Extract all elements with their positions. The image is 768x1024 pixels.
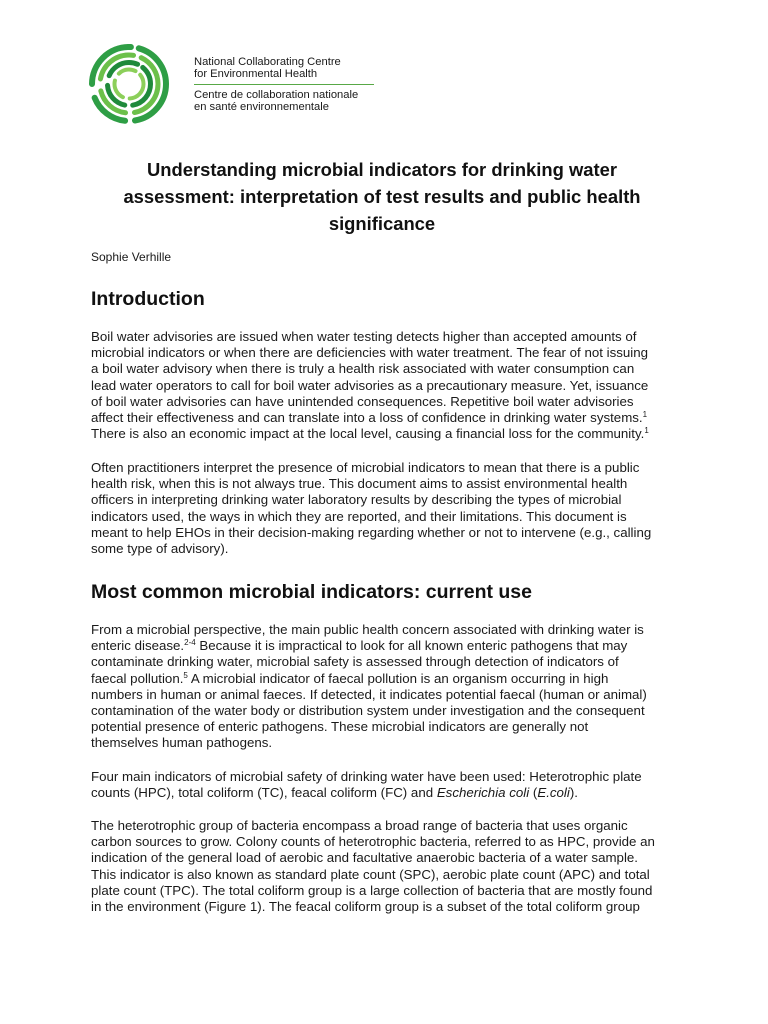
org-name-en-2: for Environmental Health (194, 68, 318, 80)
text-line: themselves human pathogens. (91, 735, 273, 751)
text-line (91, 638, 681, 654)
text-line (91, 671, 681, 687)
text-line: numbers in human or animal faeces. If detected, it indicates potential faecal (human or animal) (91, 686, 647, 702)
italic-species-name: Escherichia coli (436, 785, 530, 801)
footnote-ref: 1 (644, 426, 649, 436)
org-name-fr-1: Centre de collaboration nationale (194, 89, 359, 101)
text-segment: Because it is impractical to look for all known enteric pathogens that may (195, 638, 628, 654)
text-line: The heterotrophic group of bacteria encompass a broad range of bacteria that uses organic (91, 818, 628, 833)
text-line: in the environment (Figure 1). The feacal coliform group is a subset of the total coliform group (91, 899, 640, 915)
title-line-2: assessment: interpretation of test results and public health (123, 186, 641, 207)
text-line (91, 410, 681, 426)
title-line-1: Understanding microbial indicators for drinking water (146, 159, 618, 180)
section-heading-introduction: Introduction (91, 288, 205, 310)
text-line (91, 785, 681, 801)
text-line (91, 426, 681, 442)
section2-paragraph-2 (91, 769, 681, 801)
text-line: officers in interpreting drinking water laboratory results by describing the types of microbial (91, 492, 622, 508)
text-line: Often practitioners interpret the presence of microbial indicators to mean that there is a public (91, 460, 640, 475)
text-segment: A microbial indicator of faecal pollution is an organism occurring in high (187, 670, 609, 686)
document-title (80, 156, 684, 237)
text-line: microbial indicators or when there are deficiencies with water treatment. The fear of not issuing (91, 345, 649, 361)
text-segment: ( (529, 785, 538, 801)
text-segment: enteric disease. (91, 638, 185, 654)
title-line-3: significance (328, 213, 436, 234)
text-line: From a microbial perspective, the main public health concern associated with drinking water is (91, 622, 644, 637)
text-line: lead water operators to call for boil water advisories as a precautionary measure. Yet, issuance (91, 377, 649, 393)
text-line: contamination of the water body or distribution system under investigation and the consequent (91, 703, 645, 719)
org-name-en-1: National Collaborating Centre (194, 56, 341, 68)
text-line: This indicator is also known as standard plate count (SPC), aerobic plate count (APC) and total (91, 866, 650, 882)
text-line: contaminate drinking water, microbial safety is assessed through detection of indicators of (91, 654, 619, 670)
text-segment: faecal pollution. (91, 670, 184, 686)
text-line: Boil water advisories are issued when water testing detects higher than accepted amounts of (91, 329, 637, 344)
text-line: indicators used, the ways in which they are reported, and their limitations. This document is (91, 508, 627, 524)
text-line: some type of advisory). (91, 541, 229, 557)
org-divider (194, 84, 374, 85)
text-line: potential presence of enteric pathogens. These microbial indicators are generally not (91, 719, 589, 735)
section2-paragraph-1 (91, 622, 681, 752)
intro-paragraph-1 (91, 329, 681, 442)
italic-species-abbrev: E.coli (537, 785, 570, 801)
footnote-ref: 1 (642, 410, 648, 420)
author-name: Sophie Verhille (91, 250, 172, 264)
footnote-ref: 2-4 (184, 638, 196, 648)
text-line: a boil water advisory when there is truly a health risk associated with water consumption can (91, 361, 635, 377)
text-line: carbon sources to grow. Colony counts of heterotrophic bacteria, referred to as HPC, provide an (91, 834, 655, 850)
text-segment: counts (HPC), total coliform (TC), feacal coliform (FC) and (91, 785, 437, 801)
text-line: Four main indicators of microbial safety of drinking water have been used: Heterotrophic plate (91, 769, 642, 784)
text-line: indication of the general load of aerobic and facultative anaerobic bacteria of a water sample. (91, 850, 638, 866)
footnote-ref: 5 (183, 670, 188, 680)
text-segment: There is also an economic impact at the local level, causing a financial loss for the community. (91, 426, 645, 442)
text-line: meant to help EHOs in their decision-making regarding whether or not to intervene (e.g., calling (91, 524, 652, 540)
text-segment: affect their effectiveness and can translate into a loss of confidence in drinking water systems. (91, 410, 643, 426)
intro-paragraph-2 (91, 460, 681, 557)
text-segment: ). (569, 785, 578, 801)
organization-name (194, 56, 384, 113)
section-heading-microbial-indicators: Most common microbial indicators: current use (91, 581, 532, 603)
header-logo (88, 43, 378, 125)
text-line: health risk, when this is not always true. This document aims to assist environmental health (91, 476, 628, 492)
text-line: of boil water advisories can have unintended consequences. Repetitive boil water advisories (91, 393, 634, 409)
org-name-fr-2: en santé environnementale (194, 101, 329, 113)
section2-paragraph-3 (91, 818, 681, 915)
text-line: plate count (TPC). The total coliform group is a large collection of bacteria that are mostly found (91, 882, 653, 898)
nccеh-swirl-logo-icon (88, 43, 170, 125)
